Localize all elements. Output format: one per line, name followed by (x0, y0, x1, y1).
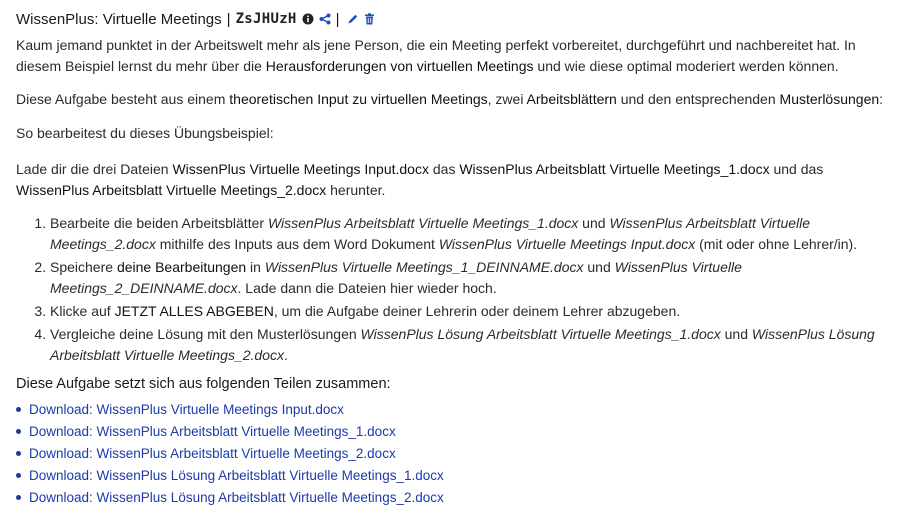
dl-text-4: herunter. (326, 182, 386, 198)
task-text-1: Diese Aufgabe besteht aus einem (16, 91, 230, 107)
title-separator: | (226, 10, 231, 28)
dl-file-3: WissenPlus Arbeitsblatt Virtuelle Meetings_2.docx (16, 182, 327, 198)
step-text: Speichere (50, 259, 117, 275)
task-text-2: , zwei (487, 91, 527, 107)
intro-text: Kaum jemand punktet in der Arbeitswelt mehr als jene Person, die ein Meeting perfekt vorbereitet, durchgeführt und nachbereitet hat. In diesem Beispiel lernst du mehr über die (16, 37, 856, 74)
step-text: Vergleiche deine Lösung mit den Musterlösungen (50, 326, 361, 342)
download-instructions (16, 159, 886, 201)
page-title: WissenPlus: Virtuelle Meetings (16, 10, 222, 28)
bullet-icon (16, 495, 21, 500)
task-text-4: : (879, 91, 884, 107)
step-filename: WissenPlus Virtuelle Meetings_1_DEINNAME.docx (264, 259, 584, 275)
pencil-icon[interactable] (347, 13, 359, 25)
step-text: in (246, 259, 265, 275)
download-item (16, 420, 886, 442)
bullet-icon (16, 407, 21, 412)
step-highlight: deine Bearbeitungen (116, 259, 247, 275)
task-highlight-2: Arbeitsblättern (526, 91, 617, 107)
download-link-solution-2[interactable]: Download: WissenPlus Lösung Arbeitsblatt Virtuelle Meetings_2.docx (29, 489, 444, 505)
downloads-list (16, 398, 886, 508)
dl-file-1: WissenPlus Virtuelle Meetings Input.docx (172, 161, 429, 177)
bullet-icon (16, 473, 21, 478)
step-item (50, 301, 886, 322)
trash-icon[interactable] (364, 13, 375, 25)
step-text: . (283, 347, 288, 363)
task-highlight-1: theoretischen Input zu virtuellen Meetings (229, 91, 488, 107)
step-item (50, 257, 886, 299)
step-highlight: JETZT ALLES ABGEBEN (114, 303, 274, 319)
share-icon[interactable] (319, 13, 331, 25)
step-text: und (583, 259, 615, 275)
intro-paragraph (16, 35, 886, 77)
step-text: (mit oder ohne Lehrer/in). (695, 236, 858, 252)
steps-list (16, 213, 886, 366)
step-filename: WissenPlus Arbeitsblatt Virtuelle Meetings_2.docx (50, 215, 811, 252)
download-item (16, 464, 886, 486)
download-link-worksheet-1[interactable]: Download: WissenPlus Arbeitsblatt Virtuelle Meetings_1.docx (29, 423, 396, 439)
howto-heading: So bearbeitest du dieses Übungsbeispiel: (16, 125, 274, 141)
step-item (50, 213, 886, 255)
dl-file-2: WissenPlus Arbeitsblatt Virtuelle Meetings_1.docx (459, 161, 770, 177)
intro-highlight: Herausforderungen von virtuellen Meetings (265, 58, 534, 74)
dl-text-1: Lade dir die drei Dateien (16, 161, 173, 177)
download-item (16, 398, 886, 420)
step-filename: WissenPlus Lösung Arbeitsblatt Virtuelle Meetings_1.docx (360, 326, 721, 342)
step-text: und (578, 215, 610, 231)
download-item (16, 442, 886, 464)
dl-text-2: das (428, 161, 460, 177)
title-row (16, 9, 886, 29)
step-item (50, 324, 886, 366)
step-text: . Lade dann die Dateien hier wieder hoch. (237, 280, 497, 296)
task-description (16, 89, 886, 110)
step-filename: WissenPlus Virtuelle Meetings Input.docx (438, 236, 696, 252)
task-code: ZsJHUzH (235, 11, 297, 27)
dl-text-3: und das (769, 161, 824, 177)
download-link-input[interactable]: Download: WissenPlus Virtuelle Meetings Input.docx (29, 401, 344, 417)
intro-text-end: und wie diese optimal moderiert werden können. (533, 58, 839, 74)
download-item (16, 486, 886, 508)
task-text-3: und den entsprechenden (616, 91, 780, 107)
step-text: , um die Aufgabe deiner Lehrerin oder deinem Lehrer abzugeben. (273, 303, 681, 319)
step-text: und (720, 326, 752, 342)
info-circle-icon[interactable] (302, 13, 314, 25)
step-filename: WissenPlus Arbeitsblatt Virtuelle Meetings_1.docx (267, 215, 579, 231)
download-link-worksheet-2[interactable]: Download: WissenPlus Arbeitsblatt Virtuelle Meetings_2.docx (29, 445, 396, 461)
parts-heading: Diese Aufgabe setzt sich aus folgenden Teilen zusammen: (16, 376, 391, 392)
step-text: Klicke auf (50, 303, 115, 319)
step-filename: WissenPlus Virtuelle Meetings_2_DEINNAME.docx (50, 259, 742, 296)
download-link-solution-1[interactable]: Download: WissenPlus Lösung Arbeitsblatt Virtuelle Meetings_1.docx (29, 467, 444, 483)
step-filename: WissenPlus Lösung Arbeitsblatt Virtuelle Meetings_2.docx (50, 326, 875, 363)
step-text: Bearbeite die beiden Arbeitsblätter (50, 215, 268, 231)
bullet-icon (16, 451, 21, 456)
bullet-icon (16, 429, 21, 434)
task-highlight-3: Musterlösungen (779, 91, 880, 107)
title-separator-2: | (335, 10, 340, 28)
step-text: mithilfe des Inputs aus dem Word Dokument (155, 236, 439, 252)
